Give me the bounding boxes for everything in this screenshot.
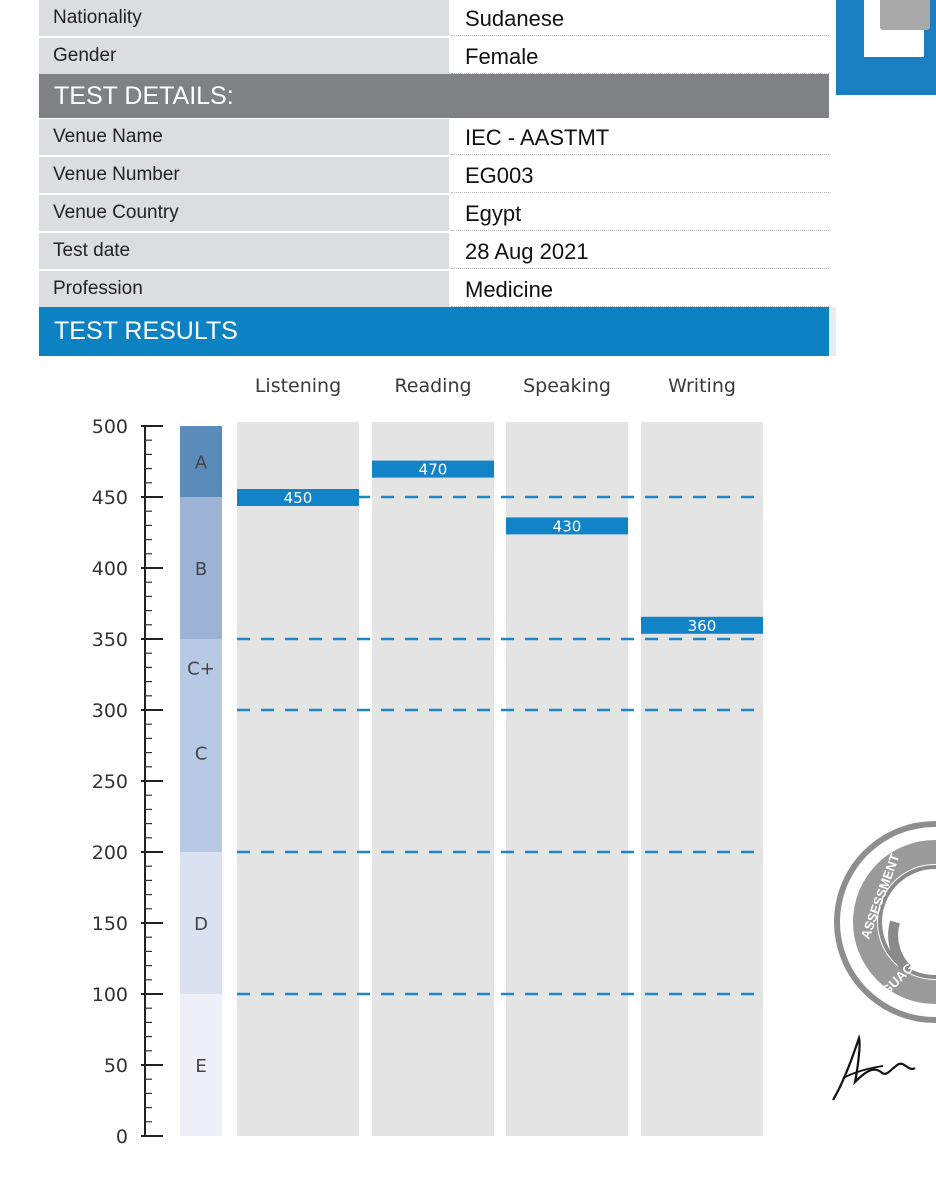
- test-details-table: [39, 119, 829, 309]
- details-row: [39, 38, 829, 74]
- y-tick-label: 450: [91, 487, 128, 509]
- category-column: [372, 422, 494, 1136]
- details-row: [39, 195, 829, 231]
- results-chart: [0, 360, 915, 1160]
- score-label: 430: [552, 517, 582, 536]
- category-label: Reading: [394, 375, 472, 397]
- candidate-details-table: [39, 0, 829, 76]
- row-value: Egypt: [451, 195, 829, 231]
- seal-stamp: [825, 810, 923, 1110]
- row-label: Venue Name: [39, 119, 449, 155]
- category-column: [641, 422, 763, 1136]
- grade-band: [180, 710, 222, 852]
- grade-label: E: [195, 1056, 207, 1077]
- test-details-heading: TEST DETAILS:: [39, 74, 829, 118]
- row-label: Nationality: [39, 0, 449, 36]
- y-tick-label: 250: [91, 771, 128, 793]
- details-row: [39, 0, 829, 36]
- row-value: 28 Aug 2021: [451, 233, 829, 269]
- seal-text: ASSESSMENT: [857, 851, 903, 942]
- category-label: Writing: [668, 375, 736, 397]
- score-label: 470: [418, 460, 448, 479]
- grade-label: D: [194, 914, 208, 935]
- row-value: Female: [451, 38, 829, 74]
- row-value: Sudanese: [451, 0, 829, 36]
- details-row: [39, 271, 829, 307]
- y-tick-label: 200: [91, 842, 128, 864]
- y-tick-label: 400: [91, 558, 128, 580]
- y-tick-label: 50: [103, 1055, 128, 1077]
- details-row: [39, 119, 829, 155]
- row-value: Medicine: [451, 271, 829, 307]
- score-label: 360: [687, 616, 717, 635]
- grade-label: C: [194, 743, 208, 765]
- candidate-photo: [880, 0, 930, 30]
- row-label: Venue Number: [39, 157, 449, 193]
- photo-frame: [836, 0, 936, 95]
- row-label: Profession: [39, 271, 449, 307]
- y-tick-label: 100: [91, 984, 128, 1006]
- row-value: EG003: [451, 157, 829, 193]
- category-column: [237, 422, 359, 1136]
- row-label: Gender: [39, 38, 449, 74]
- y-tick-label: 150: [91, 913, 128, 935]
- y-tick-label: 500: [91, 416, 128, 438]
- grade-label: C+: [187, 658, 215, 680]
- grade-label: B: [194, 559, 208, 580]
- category-label: Listening: [254, 375, 342, 397]
- row-label: Test date: [39, 233, 449, 269]
- signature: [833, 1038, 915, 1100]
- seal-text: GUAGE: [878, 953, 923, 999]
- score-label: 450: [283, 489, 313, 507]
- category-label: Speaking: [523, 375, 611, 397]
- row-value: IEC - AASTMT: [451, 119, 829, 155]
- y-tick-label: 350: [91, 629, 128, 651]
- details-row: [39, 157, 829, 193]
- y-tick-label: 300: [91, 700, 128, 722]
- heading-edge: [829, 307, 836, 356]
- grade-label: A: [194, 452, 208, 474]
- row-label: Venue Country: [39, 195, 449, 231]
- y-tick-label: 0: [115, 1126, 128, 1148]
- details-row: [39, 233, 829, 269]
- test-results-heading: TEST RESULTS: [39, 307, 829, 356]
